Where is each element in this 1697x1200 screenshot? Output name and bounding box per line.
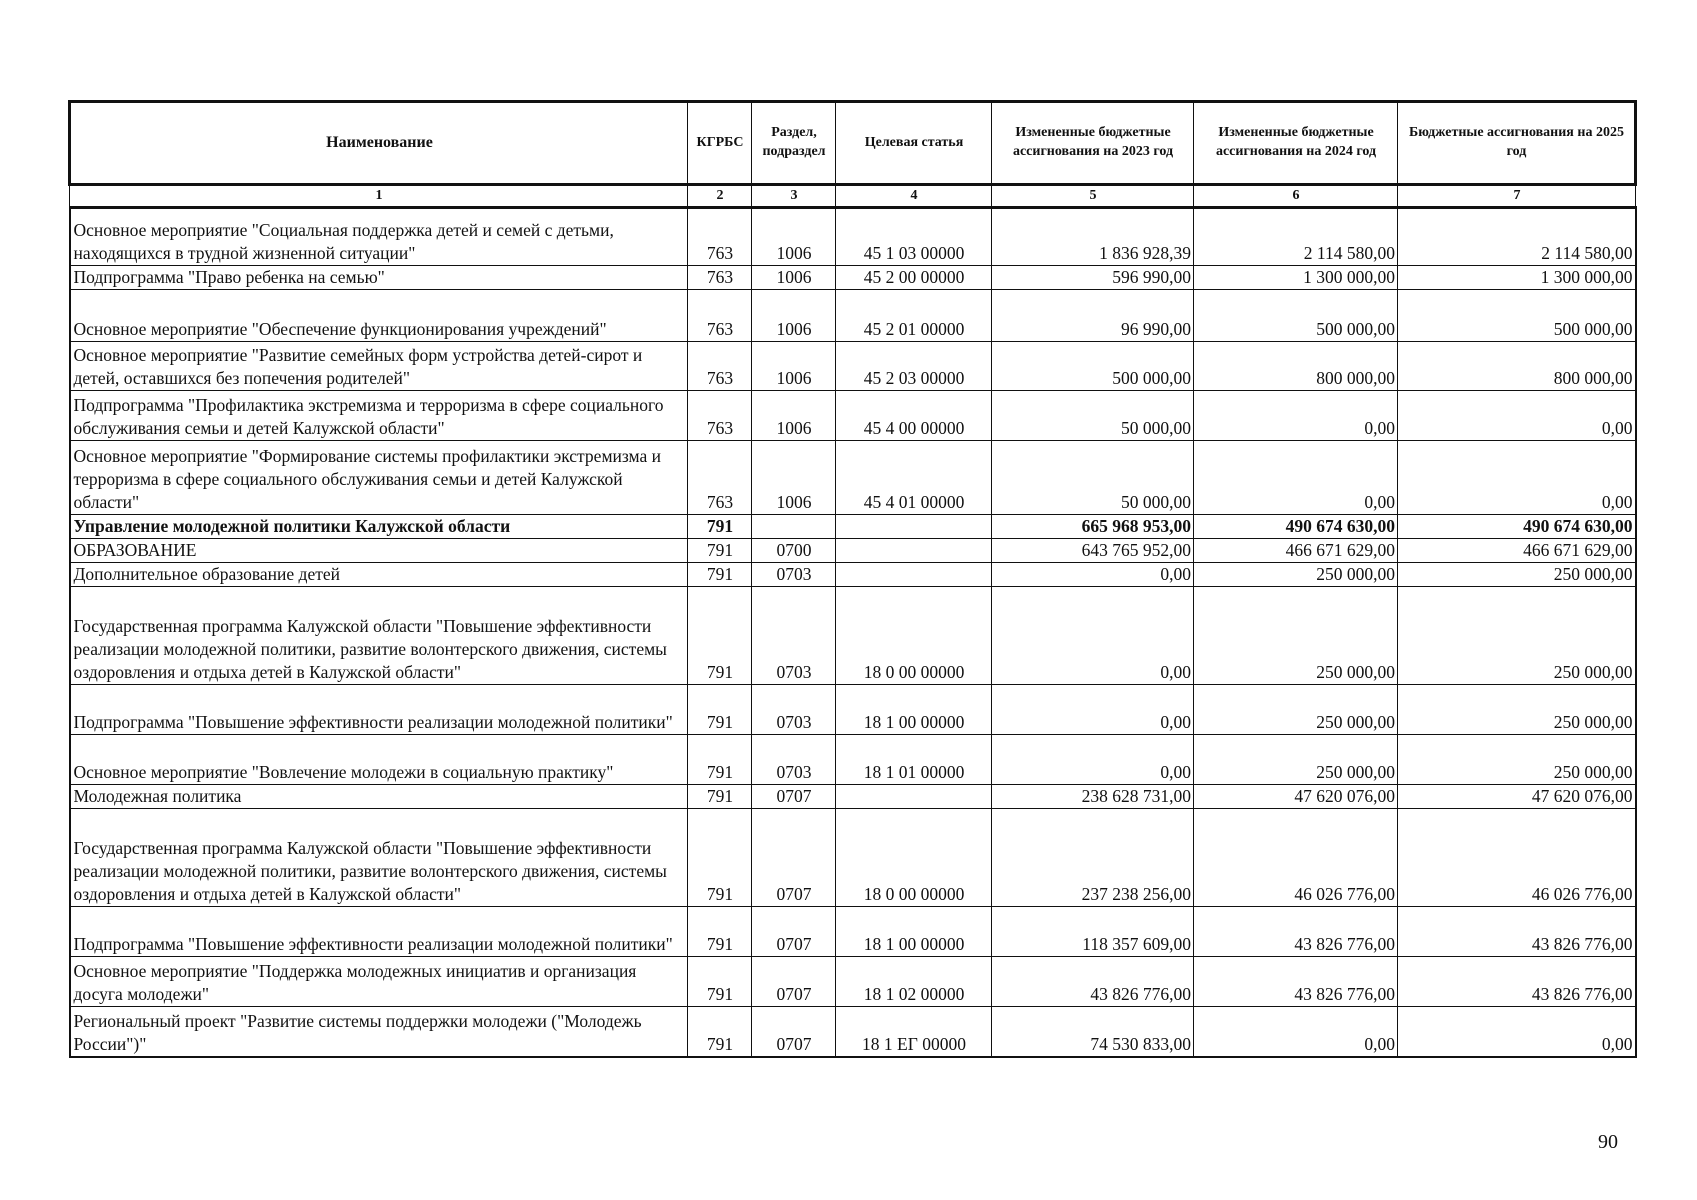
row-amount-2025: 466 671 629,00: [1398, 539, 1636, 563]
row-kgrbs: 791: [688, 685, 752, 735]
row-amount-2023: 1 836 928,39: [992, 208, 1194, 266]
header-target: Целевая статья: [836, 102, 992, 185]
row-amount-2023: 238 628 731,00: [992, 785, 1194, 809]
row-amount-2023: 237 238 256,00: [992, 809, 1194, 907]
row-amount-2023: 0,00: [992, 685, 1194, 735]
row-name: Молодежная политика: [70, 785, 688, 809]
row-target: 18 0 00 00000: [836, 809, 992, 907]
row-amount-2024: 0,00: [1194, 1007, 1398, 1057]
column-number: 6: [1194, 185, 1398, 208]
row-target: 18 0 00 00000: [836, 587, 992, 685]
row-name: Подпрограмма "Право ребенка на семью": [70, 266, 688, 290]
row-amount-2023: 0,00: [992, 735, 1194, 785]
row-kgrbs: 791: [688, 735, 752, 785]
table-row: [70, 1007, 1636, 1057]
row-kgrbs: 763: [688, 290, 752, 342]
row-name: Управление молодежной политики Калужской области: [70, 515, 688, 539]
row-name: Основное мероприятие "Обеспечение функционирования учреждений": [70, 290, 688, 342]
row-amount-2025: 0,00: [1398, 1007, 1636, 1057]
table-row: [70, 685, 1636, 735]
table-row: [70, 441, 1636, 515]
row-section: 0700: [752, 539, 836, 563]
table-row: [70, 515, 1636, 539]
row-section: 1006: [752, 208, 836, 266]
row-amount-2025: 250 000,00: [1398, 563, 1636, 587]
row-name: Основное мероприятие "Социальная поддержка детей и семей с детьми, находящихся в трудной жизненной ситуации": [70, 208, 688, 266]
row-amount-2024: 466 671 629,00: [1194, 539, 1398, 563]
row-section: [752, 515, 836, 539]
row-amount-2023: 50 000,00: [992, 391, 1194, 441]
row-kgrbs: 791: [688, 1007, 752, 1057]
row-name: Подпрограмма "Повышение эффективности реализации молодежной политики": [70, 907, 688, 957]
row-kgrbs: 763: [688, 342, 752, 391]
header-section: Раздел, подраздел: [752, 102, 836, 185]
row-amount-2024: 2 114 580,00: [1194, 208, 1398, 266]
row-kgrbs: 791: [688, 515, 752, 539]
row-amount-2024: 43 826 776,00: [1194, 907, 1398, 957]
row-amount-2025: 46 026 776,00: [1398, 809, 1636, 907]
row-amount-2025: 0,00: [1398, 441, 1636, 515]
row-target: [836, 539, 992, 563]
table-row: [70, 266, 1636, 290]
row-kgrbs: 791: [688, 539, 752, 563]
row-name: Региональный проект "Развитие системы поддержки молодежи ("Молодежь России")": [70, 1007, 688, 1057]
row-amount-2024: 250 000,00: [1194, 735, 1398, 785]
column-number: 2: [688, 185, 752, 208]
table-row: [70, 587, 1636, 685]
row-kgrbs: 791: [688, 957, 752, 1007]
row-amount-2025: 2 114 580,00: [1398, 208, 1636, 266]
row-amount-2025: 47 620 076,00: [1398, 785, 1636, 809]
table-body: [70, 208, 1636, 1057]
row-name: Подпрограмма "Повышение эффективности реализации молодежной политики": [70, 685, 688, 735]
table-row: [70, 539, 1636, 563]
row-amount-2025: 0,00: [1398, 391, 1636, 441]
row-kgrbs: 791: [688, 907, 752, 957]
row-name: Подпрограмма "Профилактика экстремизма и терроризма в сфере социального обслуживания семьи и детей Калужской области": [70, 391, 688, 441]
row-amount-2024: 43 826 776,00: [1194, 957, 1398, 1007]
row-amount-2025: 250 000,00: [1398, 735, 1636, 785]
row-section: 0707: [752, 907, 836, 957]
table-row: [70, 735, 1636, 785]
row-amount-2024: 250 000,00: [1194, 685, 1398, 735]
row-target: 45 2 03 00000: [836, 342, 992, 391]
column-number: 4: [836, 185, 992, 208]
row-amount-2023: 500 000,00: [992, 342, 1194, 391]
row-amount-2025: 250 000,00: [1398, 685, 1636, 735]
column-number: 5: [992, 185, 1194, 208]
header-kgrbs: КГРБС: [688, 102, 752, 185]
row-amount-2024: 800 000,00: [1194, 342, 1398, 391]
row-section: 1006: [752, 342, 836, 391]
table-row: [70, 957, 1636, 1007]
row-name: Государственная программа Калужской области "Повышение эффективности реализации молодежной политики, развитие волонтерского движения, системы оздоровления и отдыха детей в Калужской области": [70, 587, 688, 685]
row-target: 18 1 00 00000: [836, 685, 992, 735]
row-amount-2023: 0,00: [992, 587, 1194, 685]
row-section: 0707: [752, 785, 836, 809]
row-section: 0703: [752, 587, 836, 685]
row-section: 1006: [752, 290, 836, 342]
row-section: 0707: [752, 1007, 836, 1057]
row-kgrbs: 763: [688, 208, 752, 266]
row-kgrbs: 763: [688, 266, 752, 290]
row-section: 0703: [752, 735, 836, 785]
row-section: 0703: [752, 685, 836, 735]
row-section: 0707: [752, 957, 836, 1007]
row-amount-2025: 490 674 630,00: [1398, 515, 1636, 539]
row-amount-2025: 250 000,00: [1398, 587, 1636, 685]
row-amount-2025: 800 000,00: [1398, 342, 1636, 391]
row-name: Основное мероприятие "Развитие семейных форм устройства детей-сирот и детей, оставшихся без попечения родителей": [70, 342, 688, 391]
header-2024: Измененные бюджетные ассигнования на 2024 год: [1194, 102, 1398, 185]
row-kgrbs: 763: [688, 441, 752, 515]
row-amount-2023: 596 990,00: [992, 266, 1194, 290]
table-row: [70, 907, 1636, 957]
row-kgrbs: 763: [688, 391, 752, 441]
row-target: 45 4 00 00000: [836, 391, 992, 441]
row-amount-2024: 250 000,00: [1194, 587, 1398, 685]
table-row: [70, 208, 1636, 266]
budget-table: [68, 100, 1637, 1058]
table-row: [70, 785, 1636, 809]
row-amount-2024: 47 620 076,00: [1194, 785, 1398, 809]
row-target: 18 1 01 00000: [836, 735, 992, 785]
row-target: 45 2 00 00000: [836, 266, 992, 290]
column-number: 7: [1398, 185, 1636, 208]
table-row: [70, 809, 1636, 907]
row-section: 1006: [752, 266, 836, 290]
row-kgrbs: 791: [688, 563, 752, 587]
header-row: [70, 102, 1636, 185]
row-target: [836, 515, 992, 539]
row-section: 0707: [752, 809, 836, 907]
row-amount-2025: 43 826 776,00: [1398, 957, 1636, 1007]
row-name: Основное мероприятие "Вовлечение молодежи в социальную практику": [70, 735, 688, 785]
row-section: 1006: [752, 391, 836, 441]
row-target: [836, 785, 992, 809]
row-section: 0703: [752, 563, 836, 587]
row-amount-2023: 665 968 953,00: [992, 515, 1194, 539]
row-target: 45 1 03 00000: [836, 208, 992, 266]
row-amount-2023: 643 765 952,00: [992, 539, 1194, 563]
row-name: Основное мероприятие "Поддержка молодежных инициатив и организация досуга молодежи": [70, 957, 688, 1007]
row-kgrbs: 791: [688, 587, 752, 685]
row-amount-2023: 43 826 776,00: [992, 957, 1194, 1007]
row-amount-2024: 0,00: [1194, 391, 1398, 441]
row-target: [836, 563, 992, 587]
row-amount-2024: 46 026 776,00: [1194, 809, 1398, 907]
row-amount-2023: 74 530 833,00: [992, 1007, 1194, 1057]
row-amount-2024: 250 000,00: [1194, 563, 1398, 587]
row-amount-2023: 96 990,00: [992, 290, 1194, 342]
row-kgrbs: 791: [688, 785, 752, 809]
header-2023: Измененные бюджетные ассигнования на 2023 год: [992, 102, 1194, 185]
header-name: Наименование: [70, 102, 688, 185]
row-amount-2023: 0,00: [992, 563, 1194, 587]
row-target: 45 4 01 00000: [836, 441, 992, 515]
row-target: 45 2 01 00000: [836, 290, 992, 342]
column-number: 1: [70, 185, 688, 208]
table-row: [70, 290, 1636, 342]
row-section: 1006: [752, 441, 836, 515]
table-row: [70, 391, 1636, 441]
column-number-row: [70, 185, 1636, 208]
row-amount-2024: 490 674 630,00: [1194, 515, 1398, 539]
table-row: [70, 563, 1636, 587]
row-name: Основное мероприятие "Формирование системы профилактики экстремизма и терроризма в сфере социального обслуживания семьи и детей Калужской области": [70, 441, 688, 515]
row-target: 18 1 00 00000: [836, 907, 992, 957]
row-amount-2024: 1 300 000,00: [1194, 266, 1398, 290]
table-row: [70, 342, 1636, 391]
row-amount-2024: 0,00: [1194, 441, 1398, 515]
column-number: 3: [752, 185, 836, 208]
row-amount-2025: 43 826 776,00: [1398, 907, 1636, 957]
row-target: 18 1 ЕГ 00000: [836, 1007, 992, 1057]
row-target: 18 1 02 00000: [836, 957, 992, 1007]
row-name: Дополнительное образование детей: [70, 563, 688, 587]
row-name: Государственная программа Калужской области "Повышение эффективности реализации молодежной политики, развитие волонтерского движения, системы оздоровления и отдыха детей в Калужской области": [70, 809, 688, 907]
row-amount-2025: 500 000,00: [1398, 290, 1636, 342]
page-number: 90: [1598, 1131, 1618, 1153]
row-amount-2025: 1 300 000,00: [1398, 266, 1636, 290]
row-amount-2023: 118 357 609,00: [992, 907, 1194, 957]
header-2025: Бюджетные ассигнования на 2025 год: [1398, 102, 1636, 185]
row-amount-2023: 50 000,00: [992, 441, 1194, 515]
row-amount-2024: 500 000,00: [1194, 290, 1398, 342]
row-name: ОБРАЗОВАНИЕ: [70, 539, 688, 563]
row-kgrbs: 791: [688, 809, 752, 907]
